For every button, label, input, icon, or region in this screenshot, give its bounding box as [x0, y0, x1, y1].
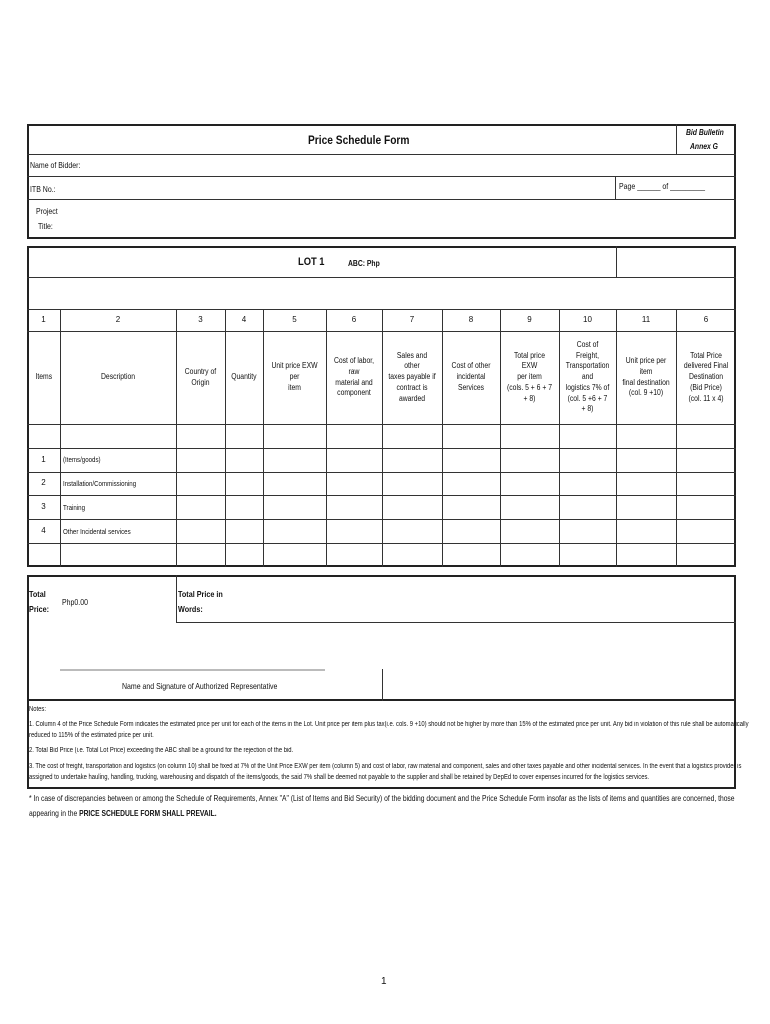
col-header-description: Description [100, 372, 135, 382]
table-row-description: Installation/Commissioning [63, 479, 137, 488]
divider [616, 246, 617, 277]
col-number: 7 [409, 314, 415, 324]
total-words-label-line2: Words: [178, 604, 203, 614]
signature-label: Name and Signature of Authorized Representative [122, 681, 278, 691]
total-label-line2: Price: [29, 604, 50, 614]
footnote-emphasis: PRICE SCHEDULE FORM SHALL PREVAIL. [79, 809, 217, 818]
divider [176, 622, 736, 623]
note-3: 3. The cost of freight, transportation and logistics (on column 10) shall be fixed at 7% of the Unit Price EXW per item (column 5) and cost of labor, raw material and component, sales and other taxes payable and other incidental services. In the event that a logistics provider is assigned to undertake hauling, handling, trucking, warehousing and dispatch of the items/goods, the said 7% shall be deemed not payable to the supplier and shall be retained by DepEd to cover expenses incurred for the logistics services. [29, 763, 742, 781]
col-number: 9 [527, 314, 532, 324]
divider [176, 575, 177, 622]
note-1: 1. Column 4 of the Price Schedule Form indicates the estimated price per unit for each of the items in the Lot. Unit price per item plus tax(i.e. cols. 9 +10) should not be higher by more than 15% of the estimated price per unit. Any bid in violation of this rule shall be automatically reduced to 115% of the estimated price per unit. [29, 721, 749, 739]
col-number: 4 [241, 314, 247, 324]
abc-label: ABC: Php [348, 259, 380, 268]
project-label-line1: Project [36, 206, 58, 216]
annex-line2: Annex G [690, 142, 718, 151]
divider [60, 669, 325, 671]
divider [27, 176, 736, 177]
table-row-number: 2 [41, 478, 46, 488]
form-title: Price Schedule Form [308, 133, 410, 147]
col-number: 6 [703, 314, 709, 324]
divider [676, 124, 677, 154]
divider [27, 199, 736, 200]
divider [615, 176, 616, 199]
col-number: 5 [292, 314, 297, 324]
total-value: Php0.00 [62, 597, 88, 607]
annex-line1: Bid Bulletin [686, 128, 724, 137]
col-number: 11 [641, 314, 651, 324]
table-row-number: 1 [41, 454, 46, 464]
lot-label: LOT 1 [298, 256, 325, 268]
col-number: 6 [351, 314, 357, 324]
col-number: 3 [198, 314, 203, 324]
table-row-number: 4 [41, 525, 46, 535]
col-number: 2 [115, 314, 121, 324]
col-number: 10 [583, 314, 592, 324]
col-header-items: Items [35, 372, 52, 382]
col-header-total-exw: Total price EXW per item (cols. 5 + 6 + 7 + 8) [507, 350, 552, 403]
col-header-total-price: Total Price delivered Final Destination (Bid Price) (col. 11 x 4) [683, 350, 729, 403]
footnote-text: * In case of discrepancies between or among the Schedule of Requirements, Annex "A" (List of Items and Bid Security) of the bidding document and the Price Schedule Form insofar as the lists of items and quantities are concerned, those appearing in the [29, 794, 735, 818]
table-row-description: (Items/goods) [63, 455, 101, 464]
project-label-line2: Title: [38, 221, 53, 231]
divider [382, 669, 383, 701]
col-header-taxes: Sales and other taxes payable if contract is awarded [388, 350, 436, 403]
col-header-freight: Cost of Freight, Transportation and logistics 7% of (col. 5 +6 + 7 + 8) [565, 339, 610, 414]
page-counter: Page ______ of _________ [619, 181, 706, 191]
col-header-incidental: Cost of other incidental Services [451, 361, 491, 392]
notes-title: Notes: [29, 706, 46, 713]
col-number: 8 [468, 314, 474, 324]
page-number: 1 [381, 976, 387, 987]
col-number: 1 [41, 314, 46, 324]
bidder-label: Name of Bidder: [30, 160, 81, 170]
col-header-quantity: Quantity [231, 372, 257, 382]
table-row-description: Training [63, 503, 85, 512]
divider [27, 277, 736, 278]
table-row-number: 3 [41, 501, 46, 511]
col-header-labor-cost: Cost of labor, raw material and component [333, 355, 375, 398]
itb-label: ITB No.: [30, 184, 56, 194]
footnote [29, 791, 769, 821]
table-row-description: Other Incidental services [63, 527, 131, 536]
total-label-line1: Total [29, 589, 46, 599]
note-2: 2. Total Bid Price (i.e. Total Lot Price) exceeding the ABC shall be a ground for the rejection of the bid. [29, 747, 294, 754]
col-header-unit-price: Unit price EXW per item [271, 361, 318, 392]
divider [27, 154, 736, 155]
col-header-final-unit: Unit price per item final destination (col. 9 +10) [622, 355, 670, 398]
total-words-label-line1: Total Price in [178, 589, 223, 599]
col-header-country: Country of Origin [184, 366, 217, 387]
